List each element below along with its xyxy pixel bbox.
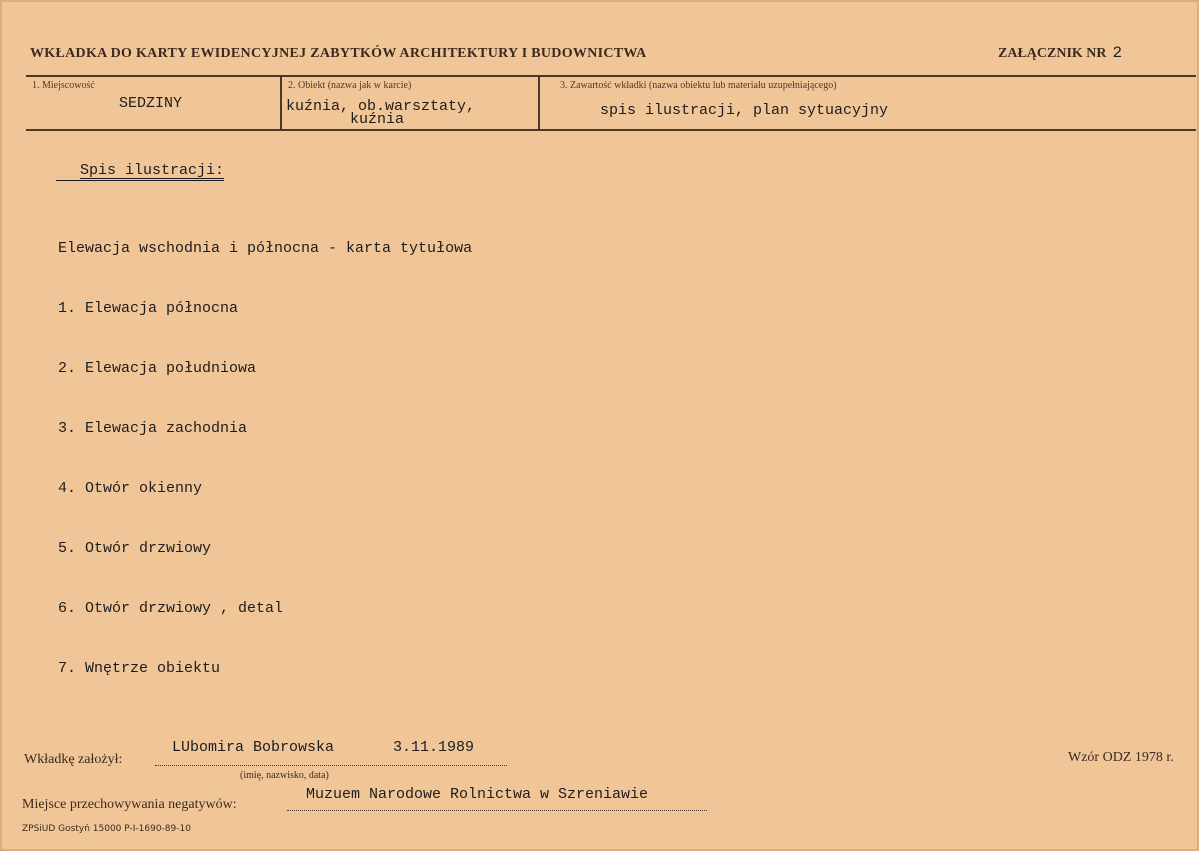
storage-label: Miejsce przechowywania negatywów: [22, 797, 237, 812]
annex-number: 2 [1112, 44, 1123, 62]
storage-dotted-line [287, 810, 707, 811]
form-model: Wzór ODZ 1978 r. [1068, 750, 1174, 765]
locality-value: SEDZINY [119, 95, 183, 112]
print-code: ZPSiUD Gostyń 15000 P-I-1690-89-10 [22, 824, 191, 834]
founder-date: 3.11.1989 [393, 739, 475, 756]
founder-hint: (imię, nazwisko, data) [240, 770, 329, 781]
list-item: Elewacja wschodnia i północna - karta tytułowa [58, 240, 473, 257]
list-item: 5. Otwór drzwiowy [58, 540, 212, 557]
divider-2 [538, 76, 540, 129]
founder-name: LUbomira Bobrowska [172, 739, 335, 756]
list-item: 4. Otwór okienny [58, 480, 203, 497]
list-item: 6. Otwór drzwiowy , detal [58, 600, 284, 617]
founder-dotted-line [155, 765, 507, 766]
illustration-list [58, 205, 472, 719]
contents-label: 3. Zawartość wkładki (nazwa obiektu lub materiału uzupełniającego) [560, 80, 837, 91]
locality-label: 1. Miejscowość [32, 80, 95, 91]
storage-value: Muzuem Narodowe Rolnictwa w Szreniawie [306, 786, 649, 803]
list-item: 1. Elewacja północna [58, 300, 239, 317]
list-item: 2. Elewacja południowa [58, 360, 257, 377]
object-value-line2: kuźnia [350, 111, 405, 128]
annex-label [998, 44, 1122, 62]
bottom-rule [26, 129, 1196, 131]
list-item: 7. Wnętrze obiektu [58, 660, 221, 677]
object-value-line1: kuźnia, ob.warsztaty, [286, 98, 476, 115]
form-title: WKŁADKA DO KARTY EWIDENCYJNEJ ZABYTKÓW ARCHITEKTURY I BUDOWNICTWA [30, 46, 647, 61]
list-item: 3. Elewacja zachodnia [58, 420, 248, 437]
annex-label-text: ZAŁĄCZNIK NR [998, 46, 1107, 61]
founder-label: Wkładkę założył: [24, 752, 123, 767]
divider-1 [280, 76, 282, 129]
illustration-list-heading: Spis ilustracji: [80, 162, 225, 179]
object-label: 2. Obiekt (nazwa jak w karcie) [288, 80, 412, 91]
contents-value: spis ilustracji, plan sytuacyjny [600, 102, 889, 119]
top-rule [26, 75, 1196, 77]
